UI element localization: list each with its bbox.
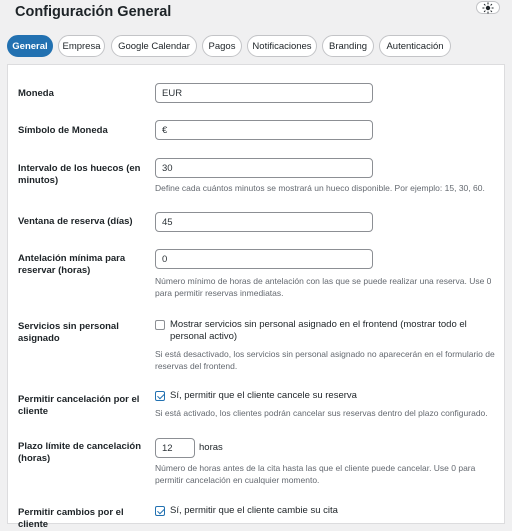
cancel-deadline-unit: horas xyxy=(199,442,223,453)
min-notice-input[interactable]: 0 xyxy=(155,249,373,269)
cancel-deadline-description: Número de horas antes de la cita hasta las que el cliente puede cancelar. Use 0 para permitir cancelación en cualquier momento. xyxy=(155,463,476,485)
allow-cancel-check-label: Sí, permitir que el cliente cancele su reserva xyxy=(170,390,357,401)
tab-pagos[interactable]: Pagos xyxy=(202,35,242,57)
tab-general[interactable]: General xyxy=(7,35,53,57)
currency-symbol-label: Símbolo de Moneda xyxy=(18,125,108,136)
unassigned-services-label: Servicios sin personal asignado xyxy=(18,321,119,344)
allow-cancel-checkbox[interactable] xyxy=(155,391,165,401)
currency-symbol-input[interactable]: € xyxy=(155,120,373,140)
currency-input[interactable]: EUR xyxy=(155,83,373,103)
slot-interval-input[interactable]: 30 xyxy=(155,158,373,178)
unassigned-services-checkbox[interactable] xyxy=(155,320,165,330)
allow-change-check-label: Sí, permitir que el cliente cambie su cita xyxy=(170,505,338,516)
theme-toggle[interactable] xyxy=(476,1,500,14)
cancel-deadline-input[interactable]: 12 xyxy=(155,438,195,458)
unassigned-services-check-label: Mostrar servicios sin personal asignado en el frontend (mostrar todo el personal activo) xyxy=(170,319,467,342)
cancel-deadline-label: Plazo límite de cancelación (horas) xyxy=(18,441,142,464)
allow-change-checkbox[interactable] xyxy=(155,506,165,516)
slot-interval-description: Define cada cuántos minutos se mostrará un hueco disponible. Por ejemplo: 15, 30, 60. xyxy=(155,183,485,193)
sun-icon xyxy=(482,2,494,14)
tab-empresa[interactable]: Empresa xyxy=(58,35,105,57)
tab-autenticacion[interactable]: Autenticación xyxy=(379,35,451,57)
page-title: Configuración General xyxy=(15,4,172,20)
min-notice-description: Número mínimo de horas de antelación con las que se puede realizar una reserva. Use 0 para permitir reservas inmediatas. xyxy=(155,276,492,298)
slot-interval-label: Intervalo de los huecos (en minutos) xyxy=(18,163,141,186)
unassigned-services-description: Si está desactivado, los servicios sin personal asignado no aparecerán en el formulario de reservas del frontend. xyxy=(155,349,495,371)
page-header xyxy=(0,0,512,30)
booking-window-input[interactable]: 45 xyxy=(155,212,373,232)
tab-branding[interactable]: Branding xyxy=(322,35,374,57)
tab-google-calendar[interactable]: Google Calendar xyxy=(111,35,197,57)
allow-cancel-description: Si está activado, los clientes podrán cancelar sus reservas dentro del plazo configurado. xyxy=(155,408,488,418)
allow-cancel-label: Permitir cancelación por el cliente xyxy=(18,394,140,417)
min-notice-label: Antelación mínima para reservar (horas) xyxy=(18,253,126,276)
booking-window-label: Ventana de reserva (días) xyxy=(18,216,133,227)
currency-label: Moneda xyxy=(18,88,54,99)
tab-notificaciones[interactable]: Notificaciones xyxy=(247,35,317,57)
allow-change-label: Permitir cambios por el cliente xyxy=(18,507,124,530)
